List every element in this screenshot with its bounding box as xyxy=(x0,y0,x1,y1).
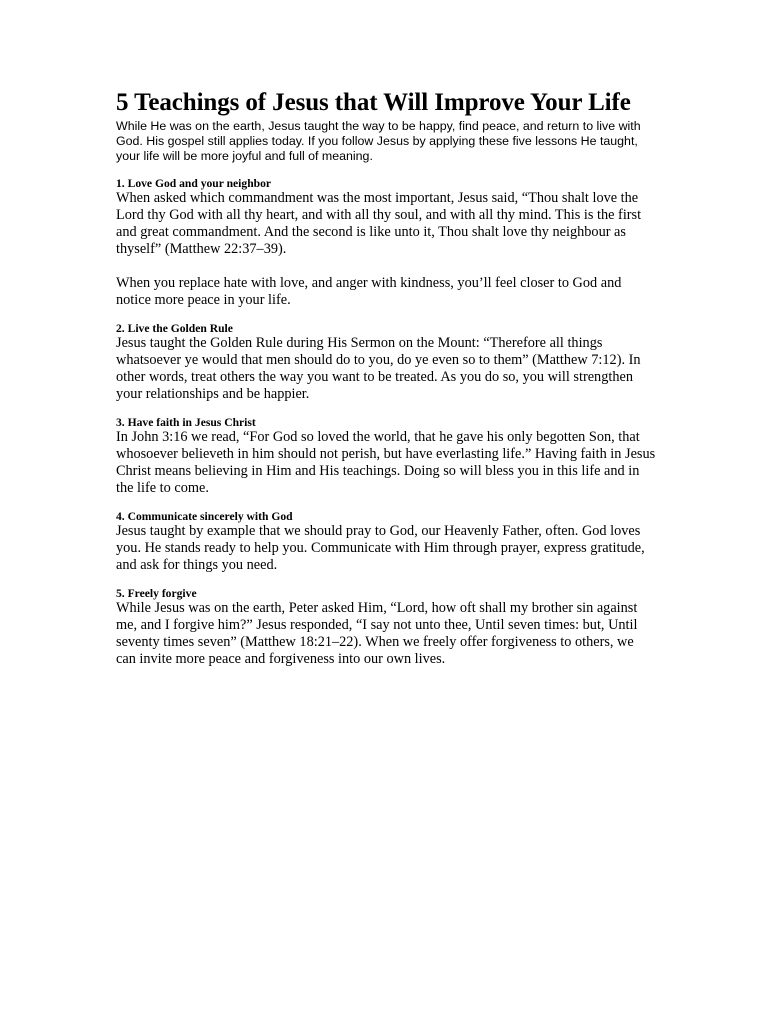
document-body xyxy=(116,88,656,668)
section-forgive xyxy=(116,587,656,668)
section-paragraph: In John 3:16 we read, “For God so loved the world, that he gave his only begotten Son, that whosoever believeth in him should not perish, but have everlasting life.” Having faith in Jesus Christ means believing in Him and His teachings. Doing so will bless you in this life and in the life to come. xyxy=(116,429,656,496)
section-heading: 4. Communicate sincerely with God xyxy=(116,510,293,523)
section-paragraph: Jesus taught the Golden Rule during His Sermon on the Mount: “Therefore all things whatsoever ye would that men should do to you, do ye even so to them” (Matthew 7:12). In other words, treat others the way you want to be treated. As you do so, you will strengthen your relationships and be happier. xyxy=(116,335,641,402)
section-paragraph: While Jesus was on the earth, Peter asked Him, “Lord, how oft shall my brother sin against me, and I forgive him?” Jesus responded, “I say not unto thee, Until seven times: but, Until seventy times seven” (Matthew 18:21–22). When we freely offer forgiveness to others, we can invite more peace and forgiveness into our own lives. xyxy=(116,600,638,667)
section-love-god xyxy=(116,177,656,309)
document-title: 5 Teachings of Jesus that Will Improve Your Life xyxy=(116,89,631,116)
section-heading: 3. Have faith in Jesus Christ xyxy=(116,416,256,429)
section-heading: 2. Live the Golden Rule xyxy=(116,322,233,335)
section-faith xyxy=(116,416,656,497)
section-paragraph: When asked which commandment was the most important, Jesus said, “Thou shalt love the Lord thy God with all thy heart, and with all thy soul, and with all thy mind. This is the first and great commandment. And the second is like unto it, Thou shalt love thy neighbour as thyself” (Matthew 22:37–39). xyxy=(116,190,642,257)
intro-paragraph: While He was on the earth, Jesus taught the way to be happy, find peace, and return to live with God. His gospel still applies today. If you follow Jesus by applying these five lessons He taught, your life will be more joyful and full of meaning. xyxy=(116,119,641,163)
section-paragraph: When you replace hate with love, and anger with kindness, you’ll feel closer to God and notice more peace in your life. xyxy=(116,275,622,308)
section-paragraph: Jesus taught by example that we should pray to God, our Heavenly Father, often. God loves you. He stands ready to help you. Communicate with Him through prayer, express gratitude, and ask for things you need. xyxy=(116,523,645,573)
section-golden-rule xyxy=(116,322,656,403)
section-heading: 5. Freely forgive xyxy=(116,587,197,600)
section-heading: 1. Love God and your neighbor xyxy=(116,177,272,190)
section-communicate xyxy=(116,510,656,574)
